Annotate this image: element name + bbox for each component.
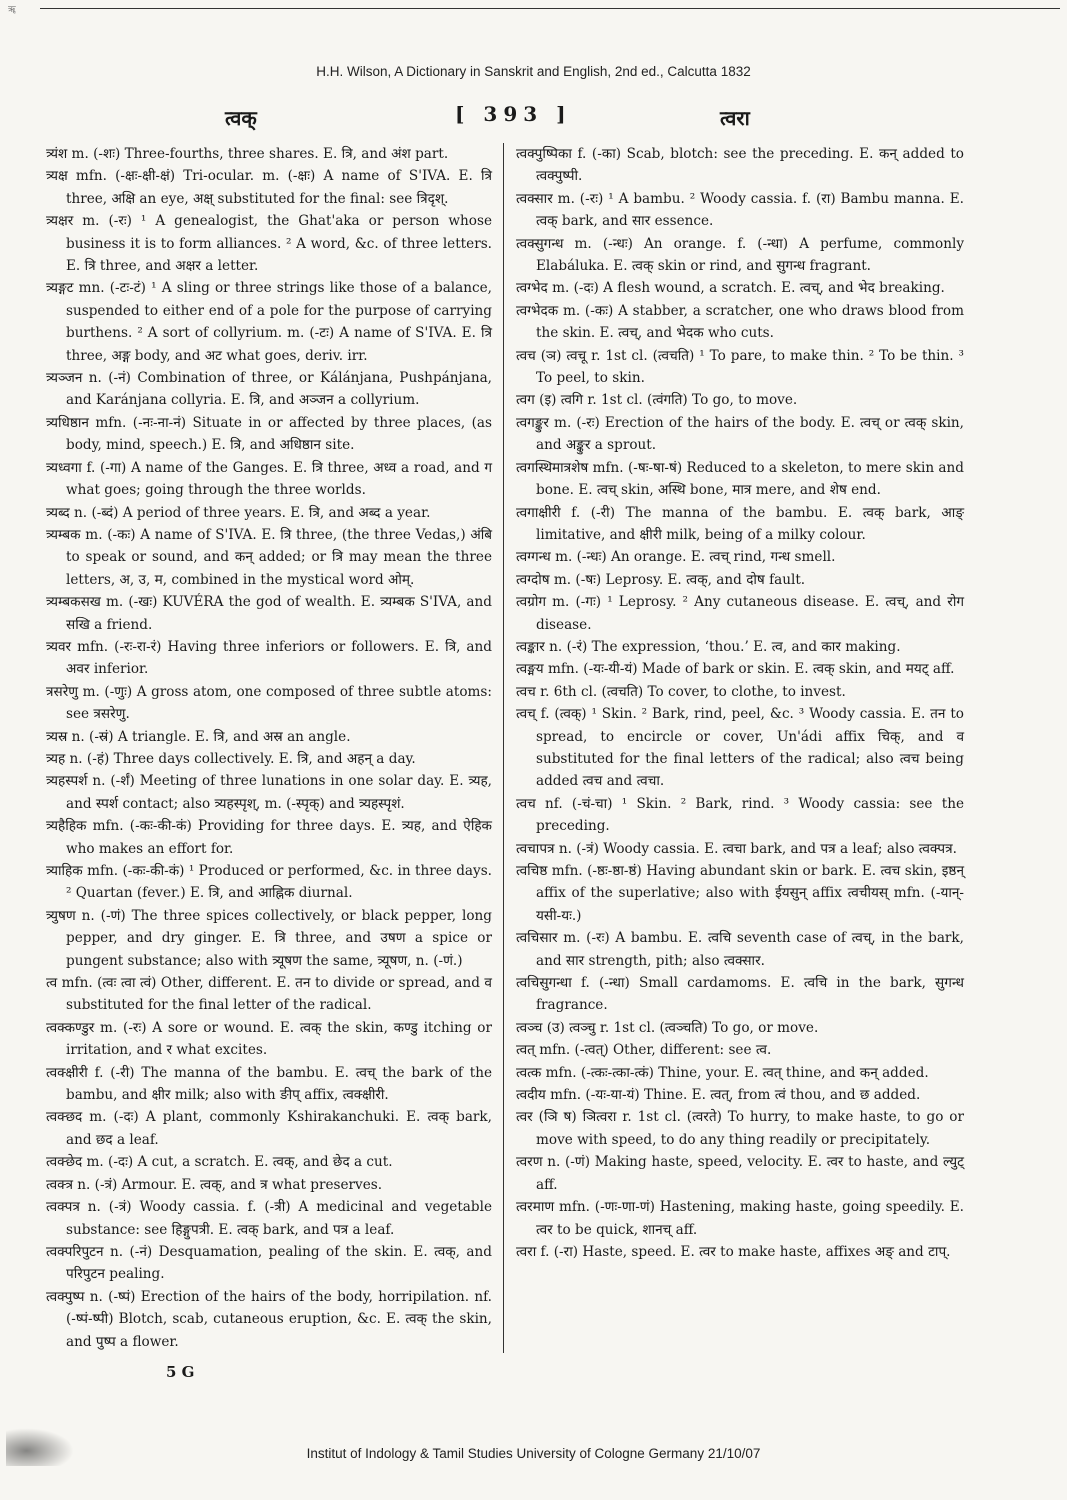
dictionary-entry: त्र्यहस्पर्श n. (-र्शं) Meeting of three lunations in one solar day. E. त्र्यह, and स्पर्श contact; also त्र्यहस्पृश्, m. (-स्पृक्) and त्र्यहस्पृशं.	[46, 773, 492, 812]
dictionary-entry: त्वक्पुष्प n. (-ष्पं) Erection of the hairs of the body, horripilation. nf. (-ष्पं-ष्पी) Blotch, scab, cutaneous eruption, &c. E. त्वक् the skin, and पुष्प a flower.	[46, 1288, 492, 1350]
footer-line: Institut of Indology & Tamil Studies University of Cologne Germany 21/10/07	[306, 1446, 761, 1461]
page-number: [ 393 ]	[455, 102, 572, 126]
dictionary-entry: त्वच् f. (त्वक्) ¹ Skin. ² Bark, rind, peel, &c. ³ Woody cassia. E. तन to spread, to encircle or cover, Un'ádi affix चिक्, and व substituted for the final letters of the radical; also त्वच being added त्वच and त्वचा.	[516, 706, 964, 790]
right-column	[516, 143, 964, 1263]
dictionary-entry: त्वक्छद m. (-दः) A plant, commonly Kshirakanchuki. E. त्वक् bark, and छद a leaf.	[46, 1109, 492, 1148]
dictionary-entry: त्वक्सार m. (-रः) ¹ A bambu. ² Woody cassia. f. (रा) Bambu manna. E. त्वक् bark, and सार essence.	[516, 190, 964, 230]
dictionary-entry: त्वचिसार m. (-रः) A bambu. E. त्वचि seventh case of त्वच्, in the bark, and सार strength, pith; also त्वक्सार.	[516, 930, 964, 969]
dictionary-entry: त्र्याहिक mfn. (-कः-की-कं) ¹ Produced or performed, &c. in three days. ² Quartan (fever.) E. त्रि, and आह्निक diurnal.	[46, 863, 492, 902]
dictionary-entry: त्वङ्कार n. (-रं) The expression, ‘thou.’ E. त्व, and कार making.	[516, 638, 901, 655]
top-rule	[40, 8, 1060, 9]
dictionary-entry: त्वचापत्र n. (-त्रं) Woody cassia. E. त्वचा bark, and पत्र a leaf; also त्वक्पत्र.	[516, 840, 957, 857]
dictionary-entry: त्वगाक्षीरी f. (-री) The manna of the bambu. E. त्वक् bark, आङ् limitative, and क्षीरी milk, being of a milky colour.	[516, 504, 964, 543]
dictionary-entry: त्र्यस्र n. (-स्रं) A triangle. E. त्रि, and अस्र an angle.	[46, 728, 351, 745]
dictionary-entry: त्वग्रोग m. (-गः) ¹ Leprosy. ² Any cutaneous disease. E. त्वच्, and रोग disease.	[516, 594, 964, 633]
corner-mark: ॠ	[8, 5, 16, 15]
dictionary-entry: त्व mfn. (त्वः त्वा त्वं) Other, different. E. तन to divide or spread, and व substituted for the final letter of the radical.	[46, 975, 492, 1014]
dictionary-entry: त्र्यम्बकसख m. (-खः) KUVÉRA the god of wealth. E. त्र्यम्बक S'IVA, and सखि a friend.	[46, 594, 492, 633]
dictionary-entry: त्र्यहैहिक mfn. (-कः-की-कं) Providing for three days. E. त्र्यह, and ऐहिक who makes an effort for.	[46, 818, 492, 857]
dictionary-entry: त्र्यंश m. (-शः) Three-fourths, three shares. E. त्रि, and अंश part.	[46, 146, 449, 162]
dictionary-entry: त्वच nf. (-चं-चा) ¹ Skin. ² Bark, rind. ³ Woody cassia: see the preceding.	[516, 795, 964, 835]
dictionary-entry: त्वक्पत्र n. (-त्रं) Woody cassia. f. (-त्री) A medicinal and vegetable substance: see हिङ्गुपत्री. E. त्वक् bark, and पत्र a leaf.	[46, 1199, 492, 1238]
dictionary-entry: त्वचिसुगन्धा f. (-न्धा) Small cardamoms. E. त्वचि in the bark, सुगन्ध fragrance.	[516, 975, 964, 1014]
dictionary-entry: त्वक्परिपुटन n. (-नं) Desquamation, pealing of the skin. E. त्वक्, and परिपुटन pealing.	[46, 1243, 492, 1283]
dictionary-entry: त्र्यक्षर m. (-रः) ¹ A genealogist, the Ghat'aka or person whose business it is to form alliances. ² A word, &c. of three letters. E. त्रि three, and अक्षर a letter.	[46, 213, 492, 275]
dictionary-entry: त्वक्कण्डुर m. (-रः) A sore or wound. E. त्वक् the skin, कण्डु itching or irritation, and र what excites.	[46, 1019, 492, 1059]
dictionary-entry: त्र्यम्बक m. (-कः) A name of S'IVA. E. त्रि three, (the three Vedas,) अंबि to speak or sound, and कन् added; or त्रि may mean the three letters, अ, उ, म, combined in the mystical word ओम्.	[46, 526, 492, 588]
dictionary-entry: त्वक्त्र n. (-त्रं) Armour. E. त्वक्, and त्र what preserves.	[46, 1176, 383, 1193]
dictionary-entry: त्वर (ञि ष) ञित्वरा r. 1st cl. (त्वरते) To hurry, to make haste, to go or move with speed, to do any thing readily or precipitately.	[516, 1109, 964, 1148]
dictionary-entry: त्र्यवर mfn. (-रः-रा-रं) Having three inferiors or followers. E. त्रि, and अवर inferior.	[46, 638, 492, 678]
dictionary-entry: त्वग्गन्ध m. (-न्धः) An orange. E. त्वच् rind, गन्ध smell.	[516, 549, 836, 566]
dictionary-entry: त्वरमाण mfn. (-णः-णा-णं) Hastening, making haste, going speedily. E. त्वर to be quick, शानच् aff.	[516, 1199, 964, 1238]
dictionary-entry: त्वगस्थिमात्रशेष mfn. (-षः-षा-षं) Reduced to a skeleton, to mere skin and bone. E. त्वच् skin, अस्थि bone, मात्र mere, and शेष end.	[516, 459, 964, 499]
right-headword: त्वरा	[720, 106, 750, 130]
dictionary-entry: त्वत्क mfn. (-त्कः-त्का-त्कं) Thine, your. E. त्वत् thine, and कन् added.	[516, 1064, 929, 1081]
signature-mark: 5 G	[166, 1363, 195, 1381]
dictionary-entry: त्वदीय mfn. (-यः-या-यं) Thine. E. त्वत्, from त्वं thou, and छ added.	[516, 1087, 921, 1104]
dictionary-entry: त्वगङ्कुर m. (-रः) Erection of the hairs of the body. E. त्वच् or त्वक् skin, and अङ्कुर a sprout.	[516, 414, 964, 454]
left-column	[46, 143, 492, 1353]
dictionary-entry: त्वञ्च (उ) त्वञ्चु r. 1st cl. (त्वञ्चति) To go, or move.	[516, 1019, 819, 1036]
dictionary-entry: त्वरण n. (-णं) Making haste, speed, velocity. E. त्वर to haste, and ल्युट् aff.	[516, 1154, 964, 1193]
dictionary-entry: त्र्यधिष्ठान mfn. (-नः-ना-नं) Situate in or affected by three places, (as body, mind, speech.) E. त्रि, and अधिष्ठान site.	[46, 414, 492, 454]
dictionary-entry: त्वक्क्षीरी f. (-री) The manna of the bambu. E. त्वच् the bark of the bambu, and क्षीर milk; also with ङीप् affix, त्वक्क्षीरी.	[46, 1064, 492, 1104]
dictionary-entry: त्र्यब्द n. (-ब्दं) A period of three years. E. त्रि, and अब्द a year.	[46, 504, 431, 521]
dictionary-entry: त्वरा f. (-रा) Haste, speed. E. त्वर to make haste, affixes अङ् and टाप्.	[516, 1243, 951, 1260]
dictionary-entry: त्वच (ञ) त्वचू r. 1st cl. (त्वचति) ¹ To pare, to make thin. ² To be thin. ³ To peel, to skin.	[516, 347, 964, 387]
dictionary-entry: त्रसरेणु m. (-णुः) A gross atom, one composed of three subtle atoms: see त्रसरेणु.	[46, 683, 492, 723]
dictionary-entry: त्वचिष्ठ mfn. (-ष्ठः-ष्ठा-ष्ठं) Having abundant skin or bark. E. त्वच skin, इष्ठन् affix of the superlative; also with ईयसुन् affix त्वचीयस् mfn. (-यान्-यसी-यः.)	[516, 863, 964, 924]
dictionary-entry: त्र्यञ्जन n. (-नं) Combination of three, or Kálánjana, Pushpánjana, and Karánjana collyria. E. त्रि, and अञ्जन a collyrium.	[46, 370, 492, 409]
dictionary-entry: त्वग्भेदक m. (-कः) A stabber, a scratcher, one who draws blood from the skin. E. त्वच्, and भेदक who cuts.	[516, 302, 964, 342]
dictionary-entry: त्वक्सुगन्ध m. (-न्धः) An orange. f. (-न्धा) A perfume, commonly Elabáluka. E. त्वक् skin or rind, and सुगन्ध fragrant.	[516, 235, 964, 275]
dictionary-entry: त्र्यध्वगा f. (-गा) A name of the Ganges. E. त्रि three, अध्व a road, and ग what goes; going through the three worlds.	[46, 459, 492, 499]
dictionary-entry: त्वक्छेद m. (-दः) A cut, a scratch. E. त्वक्, and छेद a cut.	[46, 1154, 393, 1171]
source-line: H.H. Wilson, A Dictionary in Sanskrit and English, 2nd ed., Calcutta 1832	[316, 64, 751, 79]
left-headword: त्वक्	[225, 106, 257, 130]
dictionary-entry: त्र्यङ्गट mn. (-टः-टं) ¹ A sling or three strings like those of a balance, suspended to either end of a pole for the purpose of carrying burthens. ² A sort of collyrium. m. (-टः) A name of S'IVA. E. त्रि three, अङ्ग body, and अट what goes, deriv. irr.	[46, 280, 492, 364]
dictionary-entry: त्वच r. 6th cl. (त्वचति) To cover, to clothe, to invest.	[516, 683, 846, 700]
dictionary-entry: त्वक्पुष्पिका f. (-का) Scab, blotch: see the preceding. E. कन् added to त्वक्पुष्पी.	[516, 146, 964, 185]
dictionary-entry: त्वग्भेद m. (-दः) A flesh wound, a scratch. E. त्वच्, and भेद breaking.	[516, 280, 945, 297]
column-divider	[503, 143, 504, 1353]
dictionary-entry: त्वङ्मय mfn. (-यः-यी-यं) Made of bark or skin. E. त्वक् skin, and मयट् aff.	[516, 661, 955, 678]
dictionary-entry: त्वग (इ) त्वगि r. 1st cl. (त्वंगति) To go, to move.	[516, 392, 798, 409]
dictionary-entry: त्र्यक्ष mfn. (-क्षः-क्षी-क्षं) Tri-ocular. m. (-क्षः) A name of S'IVA. E. त्रि three, अक्षि an eye, अक्ष् substituted for the final: see त्रिदृश्.	[46, 168, 492, 207]
page-header	[0, 102, 1067, 132]
dictionary-entry: त्र्यह n. (-हं) Three days collectively. E. त्रि, and अहन् a day.	[46, 750, 416, 767]
dictionary-entry: त्वग्दोष m. (-षः) Leprosy. E. त्वक्, and दोष fault.	[516, 571, 806, 588]
dictionary-entry: त्वत् mfn. (-त्वत्) Other, different: see त्व.	[516, 1042, 772, 1059]
dictionary-entry: त्र्युषण n. (-णं) The three spices collectively, or black pepper, long pepper, and dry ginger. E. त्रि three, and उषण a spice or pungent substance; also with त्र्यूषण the same, त्र्यूषण, n. (-णं.)	[46, 907, 492, 969]
